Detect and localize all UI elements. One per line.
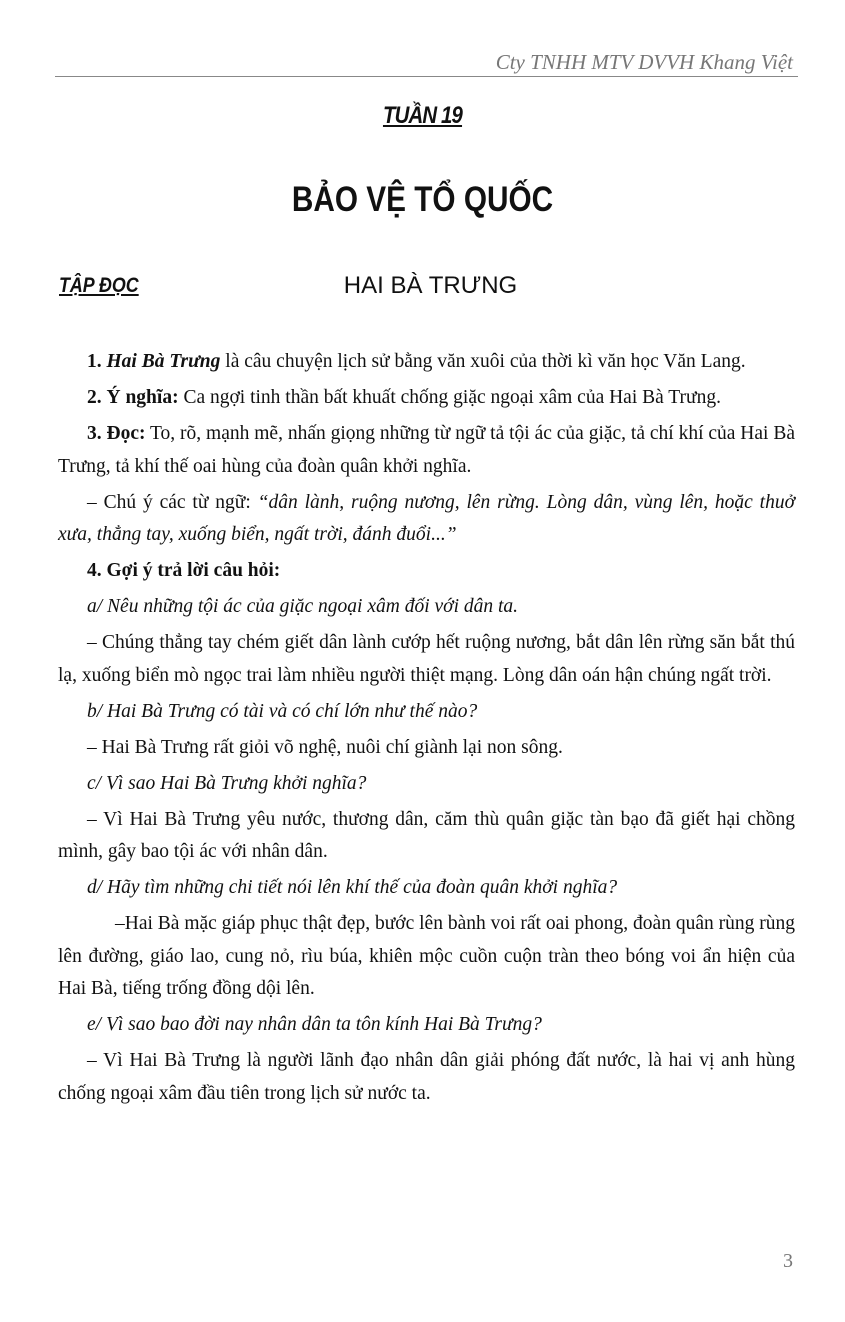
week-heading: TUẦN 19	[382, 102, 463, 129]
paragraph	[58, 908, 795, 1006]
text-run: – Vì Hai Bà Trưng yêu nước, thương dân, căm thù quân giặc tàn bạo đã giết hại chồng mình, gây bao tội ác với nhân dân.	[58, 808, 795, 862]
paragraph	[58, 804, 795, 869]
text-run: – Chúng thẳng tay chém giết dân lành cướp hết ruộng nương, bắt dân lên rừng săn bắt thú lạ, xuống biển mò ngọc trai làm nhiều người thiệt mạng. Lòng dân oán hận chúng ngất trời.	[58, 632, 795, 686]
text-run: 2. Ý nghĩa:	[87, 387, 179, 408]
text-run: Hai Bà Trưng	[106, 351, 221, 372]
text-run: Ca ngợi tinh thần bất khuất chống giặc ngoại xâm của Hai Bà Trưng.	[178, 387, 721, 408]
text-run: – Chú ý các từ ngữ:	[87, 491, 258, 513]
text-run: “dân lành, ruộng nương, lên rừng. Lòng dân, vùng lên, hoặc thuở xưa, thẳng tay, xuống biển, ngất trời, đánh đuổi...”	[58, 491, 795, 545]
paragraph	[58, 768, 795, 801]
body-text	[58, 346, 795, 1114]
paragraph	[58, 627, 795, 692]
text-run: 4. Gợi ý trả lời câu hỏi:	[87, 560, 281, 581]
paragraph	[58, 382, 795, 415]
text-run: a/ Nêu những tội ác của giặc ngoại xâm đối với dân ta.	[87, 596, 519, 617]
text-run: – Vì Hai Bà Trưng là người lãnh đạo nhân dân giải phóng đất nước, là hai vị anh hùng chống ngoại xâm đầu tiên trong lịch sử nước ta.	[58, 1050, 795, 1104]
paragraph	[58, 418, 795, 483]
text-run: To, rõ, mạnh mẽ, nhấn giọng những từ ngữ tả tội ác của giặc, tả chí khí của Hai Bà Trưng, tả khí thế oai hùng của đoàn quân khởi nghĩa.	[58, 423, 795, 477]
paragraph	[58, 346, 795, 379]
paragraph	[58, 1009, 795, 1042]
paragraph	[58, 487, 795, 552]
theme-title: BẢO VỆ TỔ QUỐC	[291, 180, 554, 219]
text-run: – Hai Bà Trưng rất giỏi võ nghệ, nuôi chí giành lại non sông.	[87, 736, 563, 758]
text-run: 1.	[87, 351, 107, 372]
text-run: là câu chuyện lịch sử bằng văn xuôi của thời kì văn học Văn Lang.	[220, 351, 746, 372]
paragraph	[58, 555, 795, 588]
running-header: Cty TNHH MTV DVVH Khang Việt	[495, 50, 793, 74]
paragraph	[58, 591, 795, 624]
text-run: e/ Vì sao bao đời nay nhân dân ta tôn kính Hai Bà Trưng?	[87, 1014, 542, 1035]
text-run: –Hai Bà mặc giáp phục thật đẹp, bước lên bành voi rất oai phong, đoàn quân rùng rùng lên đường, giáo lao, cung nỏ, rìu búa, khiên mộc cuồn cuộn tràn theo bóng voi ẩn hiện của Hai Bà, tiếng trống đồng dội lên.	[58, 913, 795, 999]
paragraph	[58, 872, 795, 905]
text-run: b/ Hai Bà Trưng có tài và có chí lớn như thế nào?	[87, 700, 478, 722]
page-number: 3	[783, 1250, 793, 1272]
text-run: d/ Hãy tìm những chi tiết nói lên khí thế của đoàn quân khởi nghĩa?	[87, 877, 618, 898]
section-label: TẬP ĐỌC	[59, 274, 139, 297]
paragraph	[58, 1045, 795, 1110]
lesson-title: HAI BÀ TRƯNG	[343, 272, 518, 299]
paragraph	[58, 732, 795, 765]
paragraph	[58, 696, 795, 729]
text-run: c/ Vì sao Hai Bà Trưng khởi nghĩa?	[87, 772, 367, 794]
header-rule	[55, 76, 798, 77]
text-run: 3. Đọc:	[87, 423, 146, 444]
